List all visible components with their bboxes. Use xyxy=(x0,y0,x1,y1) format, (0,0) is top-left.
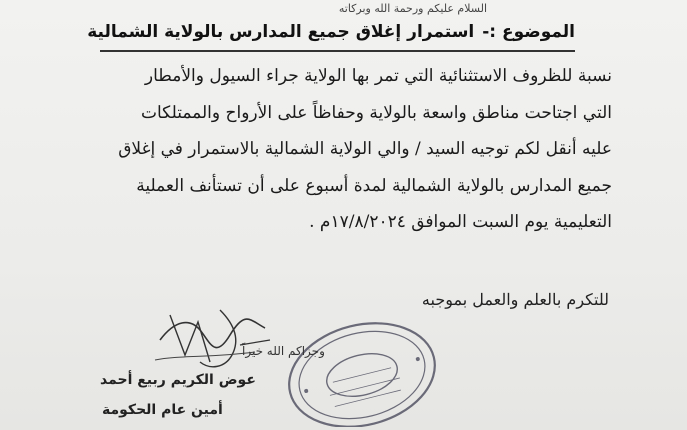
body-line: جميع المدارس بالولاية الشمالية لمدة أسبوع على أن تستأنف العملية xyxy=(136,175,612,196)
thanks-line: وجزاكم الله خيراً xyxy=(242,344,325,358)
subject-text: استمرار إغلاق جميع المدارس بالولاية الشمالية xyxy=(87,22,475,42)
official-stamp xyxy=(282,315,442,427)
body-line: التعليمية يوم السبت الموافق ١٧/٨/٢٠٢٤م . xyxy=(309,212,612,232)
subject-heading xyxy=(87,22,575,42)
greeting: السلام عليكم ورحمة الله وبركاته xyxy=(338,2,487,15)
closing-line: للتكرم بالعلم والعمل بموجبه xyxy=(421,290,609,309)
body-line: التي اجتاحت مناطق واسعة بالولاية وحفاظاً على الأرواح والممتلكات xyxy=(141,102,612,123)
signatory-name: عوض الكريم ربيع أحمد xyxy=(100,372,256,388)
signatory-title: أمين عام الحكومة xyxy=(102,402,223,418)
body-line: عليه أنقل لكم توجيه السيد / والي الولاية الشمالية بالاستمرار في إغلاق xyxy=(118,139,612,159)
letter-body xyxy=(32,58,612,241)
subject-underline xyxy=(100,50,575,52)
body-line: نسبة للظروف الاستثنائية التي تمر بها الولاية جراء السيول والأمطار xyxy=(144,66,612,86)
subject-label: الموضوع :- xyxy=(482,22,575,42)
